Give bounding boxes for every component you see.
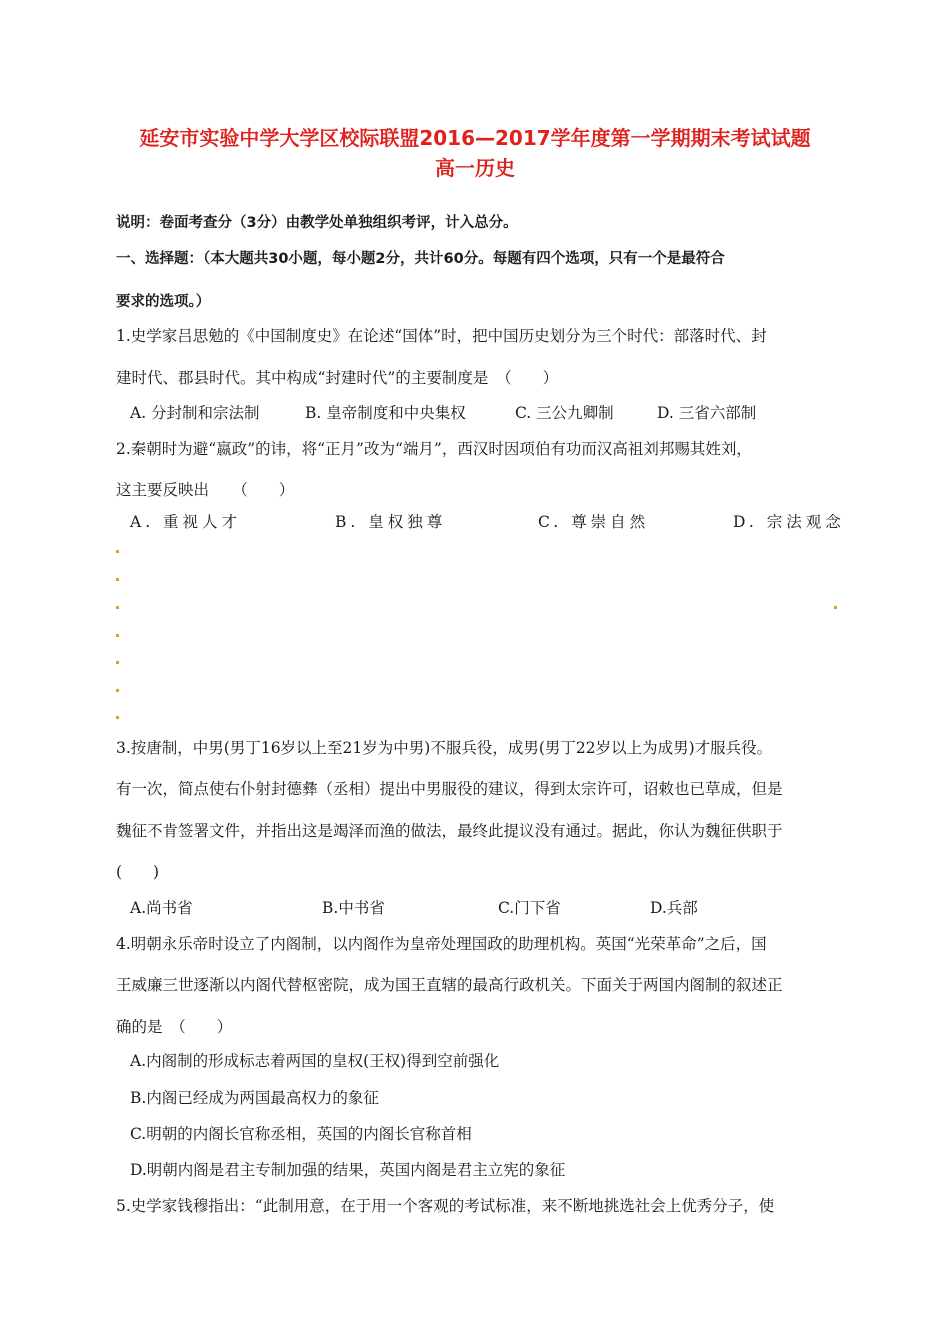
question-3-text: 有一次，简点使右仆射封德彝（丞相）提出中男服役的建议，得到太宗许可，诏敕也已草成，但是 <box>116 780 783 798</box>
decorative-dot <box>116 689 119 692</box>
question-4-option-d: D.明朝内阁是君主专制加强的结果，英国内阁是君主立宪的象征 <box>130 1161 566 1179</box>
exam-note: 说明：卷面考查分（3分）由教学处单独组织考评，计入总分。 <box>116 215 518 231</box>
question-4-text: 确的是 （ ） <box>116 1018 233 1036</box>
question-5-text: 5.史学家钱穆指出：“此制用意，在于用一个客观的考试标准，来不断地挑选社会上优秀分子，使 <box>116 1197 775 1215</box>
question-3-text: 3.按唐制，中男(男丁16岁以上至21岁为中男)不服兵役，成男(男丁22岁以上为成男)才服兵役。 <box>116 739 773 757</box>
decorative-dot <box>834 606 837 609</box>
question-2-text: 2.秦朝时为避“嬴政”的讳，将“正月”改为“端月”，西汉时因项伯有功而汉高祖刘邦赐其姓刘， <box>116 440 752 458</box>
section-heading: 一、选择题：（本大题共30小题，每小题2分，共计60分。每题有四个选项，只有一个是最符合 <box>116 251 725 267</box>
question-1-option-b: B. 皇帝制度和中央集权 <box>305 404 466 422</box>
question-3-option-a: A.尚书省 <box>130 899 193 917</box>
question-3-option-d: D.兵部 <box>650 899 698 917</box>
question-1-text: 建时代、郡县时代。其中构成“封建时代”的主要制度是 （ ） <box>116 369 559 387</box>
question-1-option-a: A. 分封制和宗法制 <box>130 404 260 422</box>
exam-title: 延安市实验中学大学区校际联盟2016—2017学年度第一学期期末考试试题 <box>139 126 811 150</box>
exam-subtitle: 高一历史 <box>435 156 515 180</box>
question-2-text: 这主要反映出 （ ） <box>116 481 295 499</box>
decorative-dot <box>116 634 119 637</box>
question-2-option-d: D. 宗法观念 <box>733 513 845 531</box>
question-4-option-c: C.明朝的内阁长官称丞相，英国的内阁长官称首相 <box>130 1125 472 1143</box>
question-3-option-c: C.门下省 <box>498 899 561 917</box>
decorative-dot <box>116 606 119 609</box>
question-1-text: 1.史学家吕思勉的《中国制度史》在论述“国体”时，把中国历史划分为三个时代：部落时代、封 <box>116 327 767 345</box>
question-3-option-b: B.中书省 <box>322 899 385 917</box>
decorative-dot <box>116 550 119 553</box>
question-4-option-a: A.内阁制的形成标志着两国的皇权(王权)得到空前强化 <box>130 1052 500 1070</box>
question-2-option-a: A. 重视人才 <box>130 513 242 531</box>
question-4-option-b: B.内阁已经成为两国最高权力的象征 <box>130 1089 379 1107</box>
decorative-dot <box>116 716 119 719</box>
decorative-dot <box>116 661 119 664</box>
question-2-option-c: C. 尊崇自然 <box>538 513 650 531</box>
question-2-option-b: B. 皇权独尊 <box>335 513 447 531</box>
decorative-dot <box>116 578 119 581</box>
question-3-text: ( ) <box>116 863 160 881</box>
question-4-text: 王威廉三世逐渐以内阁代替枢密院，成为国王直辖的最高行政机关。下面关于两国内阁制的叙述正 <box>116 976 783 994</box>
question-1-option-d: D. 三省六部制 <box>657 404 757 422</box>
question-4-text: 4.明朝永乐帝时设立了内阁制，以内阁作为皇帝处理国政的助理机构。英国“光荣革命”之后，国 <box>116 935 767 953</box>
section-heading-cont: 要求的选项。） <box>116 294 211 310</box>
question-1-option-c: C. 三公九卿制 <box>515 404 614 422</box>
question-3-text: 魏征不肯签署文件，并指出这是竭泽而渔的做法，最终此提议没有通过。据此，你认为魏征供职于 <box>116 822 783 840</box>
